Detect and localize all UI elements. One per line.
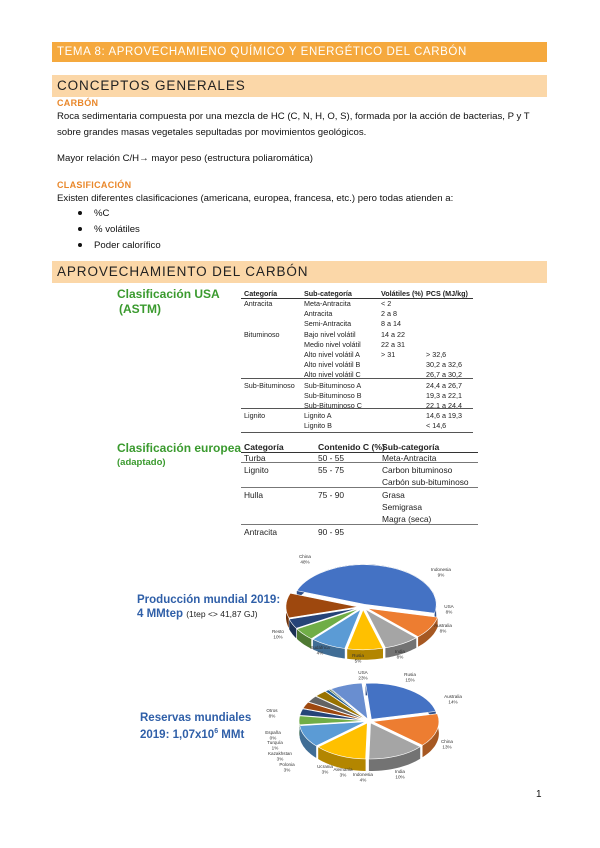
produccion-label-india: India 8% — [395, 649, 405, 660]
usa-table-divider — [241, 378, 473, 379]
usa-table-cell: Sub-Bituminoso A — [304, 381, 362, 390]
carbon-label: CARBÓN — [57, 98, 99, 108]
eu-table-cell: 50 - 55 — [318, 453, 345, 463]
produccion-label-usa: USA 8% — [444, 604, 454, 615]
produccion-label-rusia: Rusia 5% — [352, 653, 364, 664]
reservas-label-kazakhstan: Kazakhstan 3% — [267, 751, 293, 762]
eu-table-header-cell: Contenido C (%) — [318, 442, 385, 452]
usa-table-header-cell: Sub-categoría — [304, 289, 352, 298]
usa-table-header-rule — [241, 298, 473, 299]
usa-table-bottom-rule — [241, 432, 473, 433]
usa-table-cell: Lignito — [244, 411, 266, 420]
produccion-label-australia: Australia 8% — [434, 623, 452, 634]
reservas-slice-usa — [366, 683, 436, 719]
usa-table-cell: Medio nivel volátil — [304, 340, 361, 349]
usa-table-cell: Sub-Bituminoso B — [304, 391, 362, 400]
usa-table-header-cell: PCS (MJ/kg) — [426, 289, 468, 298]
usa-table-cell: Antracita — [244, 299, 273, 308]
reservas-label-china: China 13% — [440, 739, 454, 750]
reservas-label-indonesia: Indonesia 4% — [353, 772, 373, 783]
document-title: TEMA 8: APROVECHAMIENO QUÍMICO Y ENERGÉTICO DEL CARBÓN — [52, 42, 547, 62]
eu-table-divider — [241, 524, 478, 525]
usa-table-cell: 24,4 a 26,7 — [426, 381, 462, 390]
production-title: Producción mundial 2019: 4 MMtep (1tep <> 41,87 GJ) — [137, 594, 281, 620]
reservas-label-rusia: Rusia 15% — [404, 672, 416, 683]
eu-table-header-cell: Sub-categoría — [382, 442, 440, 452]
usa-table-divider — [241, 408, 473, 409]
eu-table-cell: Lignito — [244, 465, 269, 475]
reservas-label-turquía: Turquía 1% — [267, 740, 283, 751]
usa-table-cell: Lignito A — [304, 411, 332, 420]
usa-table-cell: 22,1 a 24,4 — [426, 401, 462, 410]
usa-table-cell: Alto nivel volátil C — [304, 370, 361, 379]
usa-table-cell: Bituminoso — [244, 330, 280, 339]
usa-table-cell: 19,3 a 22,1 — [426, 391, 462, 400]
reserves-pie-chart — [265, 665, 465, 785]
usa-table-cell: Bajo nivel volátil — [304, 330, 356, 339]
reservas-label-usa: USA 23% — [358, 670, 368, 681]
produccion-label-indonesia: Indonesia 9% — [431, 567, 451, 578]
usa-table-cell: Antracita — [304, 309, 333, 318]
usa-table-cell: < 2 — [381, 299, 392, 308]
eu-table-cell: Hulla — [244, 490, 264, 500]
usa-table-cell: Alto nivel volátil B — [304, 360, 361, 369]
usa-table-cell: Lignito B — [304, 421, 332, 430]
eu-table-cell: Magra (seca) — [382, 514, 432, 524]
eu-table-cell: 55 - 75 — [318, 465, 345, 475]
reservas-label-españa: España 0% — [265, 730, 281, 741]
usa-classification-title: Clasificación USA — [117, 287, 220, 301]
usa-table-cell: Sub-Bituminoso — [244, 381, 295, 390]
bullet-item: % volátiles — [78, 224, 140, 235]
carbon-definition: Roca sedimentaria compuesta por una mezcla de HC (C, N, H, O, S), formada por la acción de bacterias, P y T sobre grandes masas vegetales sepultadas por movimientos geológicos. — [57, 111, 530, 138]
bullet-item: Poder calorífico — [78, 240, 161, 251]
usa-table-cell: > 32,6 — [426, 350, 447, 359]
usa-table-cell: 8 a 14 — [381, 319, 401, 328]
usa-table-cell: Alto nivel volátil A — [304, 350, 360, 359]
clasificacion-text: Existen diferentes clasificaciones (americana, europea, francesa, etc.) pero todas atienden a: — [57, 193, 454, 204]
clasificacion-label: CLASIFICACIÓN — [57, 180, 132, 190]
produccion-label-resto: Resto 10% — [271, 629, 285, 640]
produccion-label-china: China 48% — [298, 554, 312, 565]
bullet-item: %C — [78, 208, 109, 219]
europe-classification-title: Clasificación europea — [117, 441, 242, 455]
eu-table-cell: Semigrasa — [382, 502, 423, 512]
usa-table-cell: 14 a 22 — [381, 330, 405, 339]
eu-table-cell: Turba — [244, 453, 266, 463]
usa-table-cell: Sub-Bituminoso C — [304, 401, 362, 410]
reservas-label-india: India 10% — [395, 769, 405, 780]
reservas-label-australia: Australia 14% — [444, 694, 462, 705]
usa-table-header-cell: Volátiles (%) — [381, 289, 424, 298]
usa-table-cell: Meta-Antracita — [304, 299, 351, 308]
eu-table-cell: 90 - 95 — [318, 527, 345, 537]
relacion-text: Mayor relación C/H→ mayor peso (estructura poliaromática) — [57, 153, 313, 164]
reserves-title: Reservas mundiales 2019: $1,07x10^6$ MMt — [140, 712, 252, 741]
usa-table-cell: 26,7 a 30,2 — [426, 370, 462, 379]
reservas-label-ucrania: Ucrania 3% — [317, 764, 333, 775]
eu-table-cell: Antracita — [244, 527, 278, 537]
usa-table-cell: 30,2 a 32,6 — [426, 360, 462, 369]
usa-table-cell: 14,6 a 19,3 — [426, 411, 462, 420]
eu-table-cell: 75 - 90 — [318, 490, 345, 500]
usa-table-cell: 22 a 31 — [381, 340, 405, 349]
page-number: 1 — [536, 789, 542, 800]
eu-table-header-cell: Categoría — [244, 442, 284, 452]
usa-table-cell: Semi-Antracita — [304, 319, 352, 328]
produccion-label-sudáfrica: Sudáfrica 4% — [310, 645, 330, 656]
production-pie-chart — [255, 545, 465, 670]
section-heading-aprovechamiento: APROVECHAMIENTO DEL CARBÓN — [52, 261, 547, 283]
eu-table-header-rule — [241, 452, 478, 453]
eu-table-cell: Carbon bituminoso — [382, 465, 453, 475]
eu-table-divider — [241, 487, 478, 488]
usa-classification-subtitle: (ASTM) — [119, 302, 161, 316]
reservas-label-alemania: Alemania 3% — [333, 767, 353, 778]
section-heading-conceptos: CONCEPTOS GENERALES — [52, 75, 547, 97]
eu-table-cell: Grasa — [382, 490, 405, 500]
eu-table-divider — [241, 462, 478, 463]
europe-classification-subtitle: (adaptado) — [117, 457, 166, 468]
usa-table-cell: > 31 — [381, 350, 396, 359]
eu-table-cell: Carbón sub-bituminoso — [382, 477, 469, 487]
usa-table-header-cell: Categoría — [244, 289, 278, 298]
usa-table-cell: < 14,6 — [426, 421, 447, 430]
eu-table-cell: Meta-Antracita — [382, 453, 437, 463]
reservas-label-polonia: Polonia 3% — [279, 762, 295, 773]
reservas-label-otros: Otros 8% — [266, 708, 278, 719]
usa-table-cell: 2 a 8 — [381, 309, 397, 318]
